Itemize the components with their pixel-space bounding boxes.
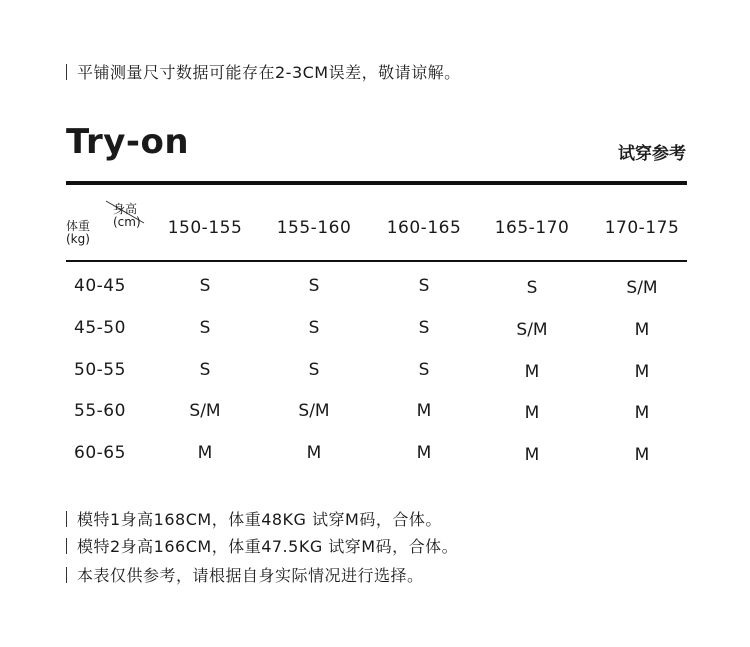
model-note-text: 模特1身高168CM，体重48KG 试穿M码，合体。 <box>77 510 442 529</box>
note-bar <box>66 511 67 527</box>
measurement-note <box>66 60 461 83</box>
table-top-rule <box>66 181 687 185</box>
table-header-rule <box>66 260 687 262</box>
size-cell: S/M <box>516 320 548 340</box>
size-cell: S <box>199 276 211 296</box>
size-cell: M <box>306 443 322 463</box>
row-header-weight: 40-45 <box>74 276 126 296</box>
size-cell: S/M <box>298 401 330 421</box>
size-cell: M <box>524 445 540 465</box>
size-cell: S <box>308 360 320 380</box>
size-cell: M <box>634 362 650 382</box>
size-cell: S <box>308 318 320 338</box>
note-bar <box>66 64 67 80</box>
size-cell: M <box>634 403 650 423</box>
table-corner-header <box>66 199 146 251</box>
size-cell: M <box>416 401 432 421</box>
size-cell: S <box>199 360 211 380</box>
model-note-text: 模特2身高166CM，体重47.5KG 试穿M码，合体。 <box>77 537 459 556</box>
size-cell: M <box>634 445 650 465</box>
column-header-height: 150-155 <box>167 218 243 238</box>
model-note <box>66 534 458 557</box>
size-cell: S/M <box>189 401 221 421</box>
column-header-height: 155-160 <box>276 218 352 238</box>
note-bar <box>66 567 67 583</box>
model-note <box>66 563 424 586</box>
size-cell: S <box>418 276 430 296</box>
size-cell: M <box>524 362 540 382</box>
size-cell: S <box>199 318 211 338</box>
size-cell: S <box>418 318 430 338</box>
column-header-height: 160-165 <box>386 218 462 238</box>
size-cell: S <box>308 276 320 296</box>
row-header-weight: 45-50 <box>74 318 126 338</box>
column-header-height: 165-170 <box>494 218 570 238</box>
size-cell: M <box>524 403 540 423</box>
corner-weight-label: 体重 (kg) <box>66 219 91 246</box>
page-subtitle: 试穿参考 <box>618 144 686 164</box>
model-note <box>66 507 442 530</box>
size-cell: M <box>416 443 432 463</box>
size-cell: S <box>418 360 430 380</box>
measurement-note-text: 平铺测量尺寸数据可能存在2-3CM误差，敬请谅解。 <box>77 63 461 82</box>
size-cell: M <box>197 443 213 463</box>
size-cell: M <box>634 320 650 340</box>
column-header-height: 170-175 <box>604 218 680 238</box>
size-cell: S <box>526 278 538 298</box>
size-cell: S/M <box>626 278 658 298</box>
page-title: Try-on <box>66 122 190 162</box>
row-header-weight: 60-65 <box>74 443 126 463</box>
corner-height-label: 身高 (cm) <box>113 202 141 229</box>
note-bar <box>66 538 67 554</box>
row-header-weight: 50-55 <box>74 360 126 380</box>
model-note-text: 本表仅供参考，请根据自身实际情况进行选择。 <box>77 566 424 585</box>
row-header-weight: 55-60 <box>74 401 126 421</box>
